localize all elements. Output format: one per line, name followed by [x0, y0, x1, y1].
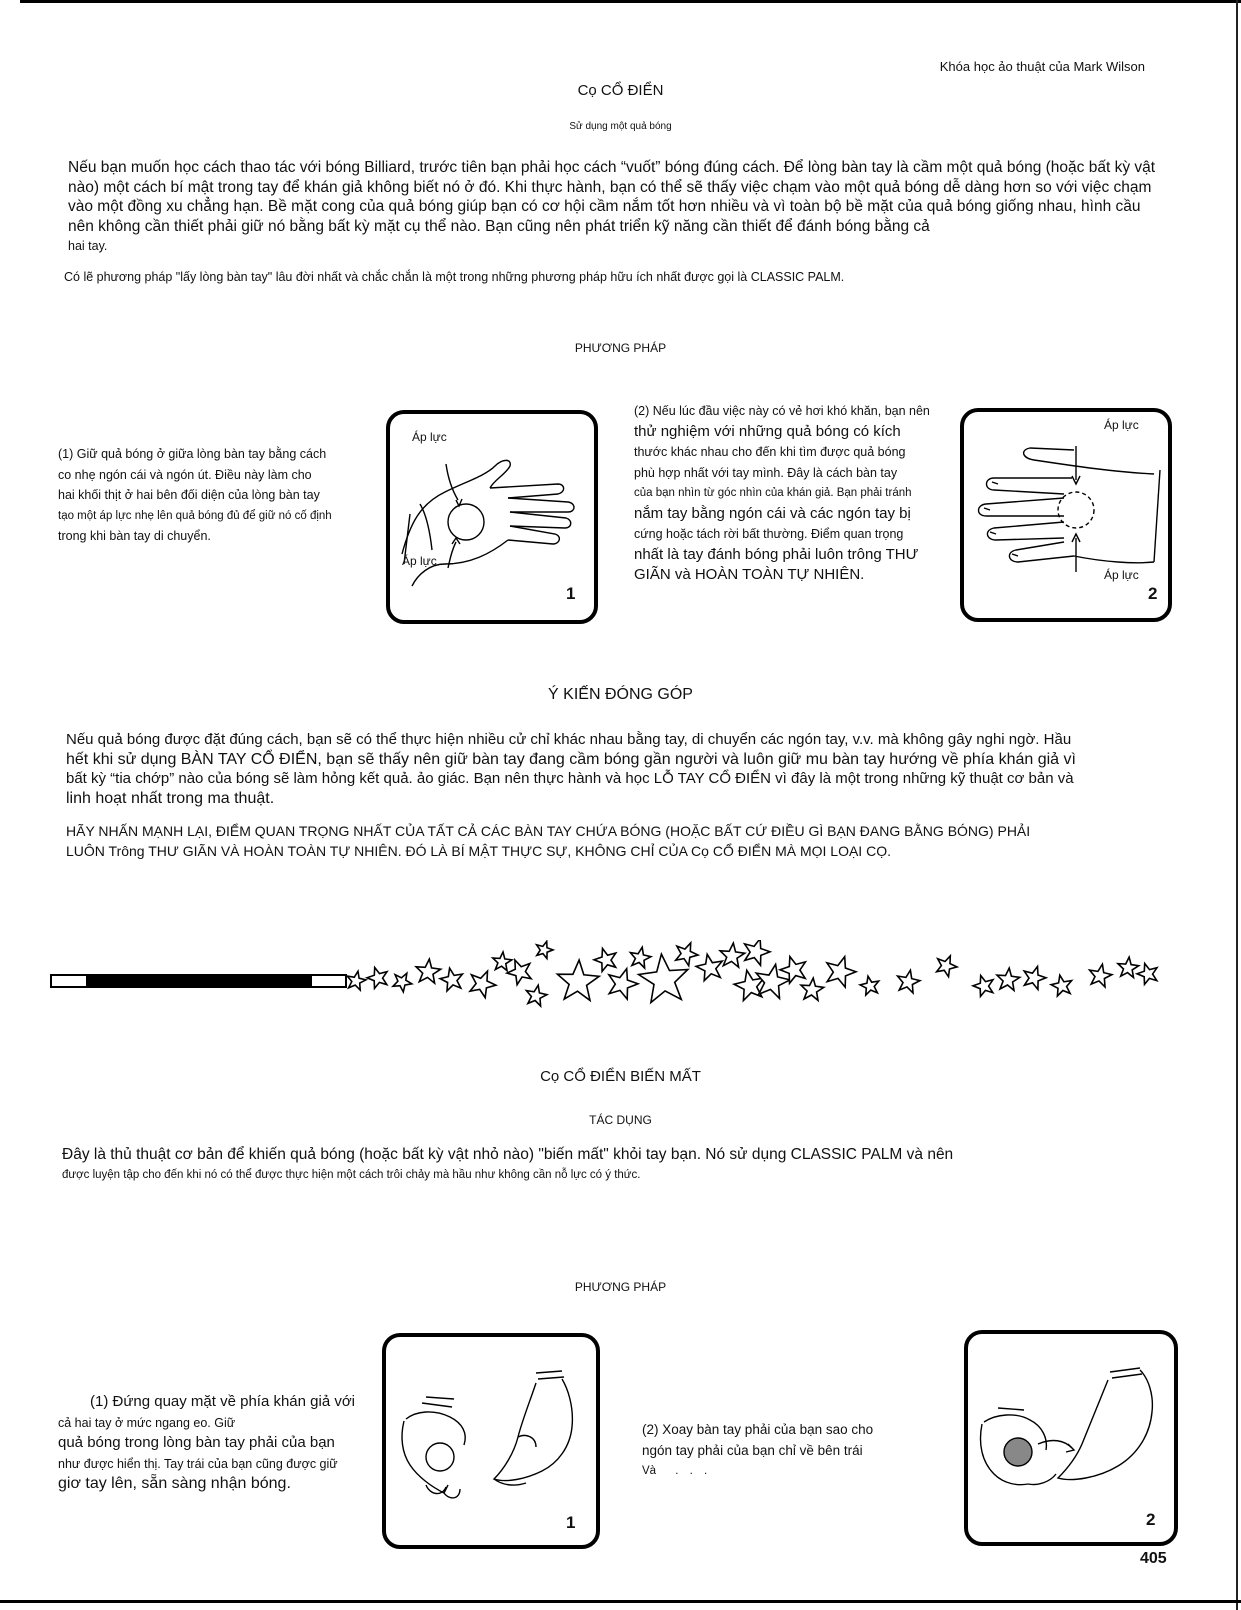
- step2-line: của bạn nhìn từ góc nhìn của khán giả. Bạn phải tránh: [634, 487, 912, 499]
- opinion-line: bất kỳ “tia chớp” nào của bóng sẽ làm hỏng kết quả. ảo giác. Bạn nên thực hành và học LỖ TAY CỔ ĐIỂN vì đây là một trong những kỹ thuật cơ bản và: [66, 770, 1074, 787]
- vanish-step1-line: (1) Đứng quay mặt về phía khán giả với: [90, 1393, 356, 1410]
- pressure-label-bottom: Áp lực: [1104, 568, 1139, 582]
- star-shape: [609, 969, 638, 999]
- emphasis-paragraph: [66, 822, 1166, 861]
- vanish-step1-text: [58, 1392, 378, 1495]
- section-subtitle: Sử dụng một quả bóng: [569, 121, 672, 132]
- star-shape: [898, 970, 920, 993]
- step2-line: phù hợp nhất với tay mình. Đây là cách bàn tay: [634, 465, 898, 480]
- figure-1-classic-palm: [386, 410, 598, 624]
- star-shape: [537, 941, 553, 958]
- star-shape: [801, 978, 824, 1000]
- palm-hand-illustration: [390, 414, 594, 620]
- step2-line: (2) Nếu lúc đầu việc này có vẻ hơi khó khăn, bạn nên: [634, 404, 930, 418]
- star-shape: [745, 940, 770, 965]
- star-shape: [827, 957, 856, 987]
- star-shape: [594, 949, 616, 972]
- emphasis-line: LUÔN Trông THƯ GIÃN VÀ HOÀN TOÀN TỰ NHIÊN. ĐÓ LÀ BÍ MẬT THỰC SỰ, KHÔNG CHỈ CỦA Cọ CỔ ĐIỂN MÀ MỌI LOẠI CỌ.: [66, 842, 891, 859]
- star-shape: [997, 968, 1020, 990]
- step2-line: nắm tay bằng ngón cái và các ngón tay bị: [634, 504, 911, 522]
- effect-line: được luyện tập cho đến khi nó có thể được thực hiện một cách trôi chảy mà hầu như không cần nỗ lực có ý thức.: [62, 1169, 641, 1181]
- section-title-classic-palm: Cọ CỔ ĐIỂN: [577, 82, 664, 99]
- back-hand-illustration: [964, 412, 1168, 618]
- opinion-paragraph: [66, 730, 1166, 808]
- figure-vanish-1: [382, 1333, 600, 1549]
- method-heading-1: PHƯƠNG PHÁP: [574, 341, 667, 355]
- intro-paragraph: [68, 158, 1163, 257]
- star-shape: [639, 954, 688, 1002]
- star-shape: [1024, 967, 1046, 990]
- section-title-opinion: Ý KIẾN ĐÓNG GÓP: [548, 686, 693, 703]
- star-shape: [696, 954, 722, 980]
- step2-line: thước khác nhau cho đến khi tìm được quả bóng: [634, 445, 906, 459]
- vanish-step1-line: cả hai tay ở mức ngang eo. Giữ: [58, 1415, 236, 1430]
- star-shape: [440, 968, 462, 991]
- star-shape: [526, 985, 547, 1006]
- intro-tail: hai tay.: [68, 239, 108, 253]
- opinion-line: hết khi sử dụng BÀN TAY CỔ ĐIỂN, bạn sẽ thấy nên giữ bàn tay đang cầm bóng gần người và luôn giữ mu bàn tay hướng về phía khán giả vì: [66, 750, 1076, 768]
- and-word: Và: [642, 1465, 657, 1477]
- star-shape: [937, 956, 957, 977]
- star-shape: [1137, 964, 1157, 985]
- intro-text: Nếu bạn muốn học cách thao tác với bóng Billiard, trước tiên bạn phải học cách “vuốt” bóng đúng cách. Để lòng bàn tay là cầm một quả bóng (hoặc bất kỳ vật nào) một cách bí mật trong tay để khán giả không biết nó ở đó. Khi thực hành, bạn có thể sẽ thấy việc chạm vào một quả bóng dễ dàng hơn so với việc chạm vào một đồng xu chẳng hạn. Bề mặt cong của quả bóng giúp bạn có cơ hội cầm nắm tốt hơn nhiều và vì toàn bộ bề mặt của quả bóng giống nhau, hình cầu nên không cần thiết phải giữ nó bằng bất kỳ mặt cụ thể nào. Bạn cũng nên phát triển kỹ năng cần thiết để đánh bóng bằng cả: [68, 159, 1156, 235]
- step1-line: trong khi bàn tay di chuyển.: [58, 529, 211, 543]
- effect-heading: TÁC DỤNG: [589, 1113, 652, 1127]
- step1-line: hai khối thịt ở hai bên đối diện của lòng bàn tay: [58, 488, 320, 502]
- opinion-line: Nếu quả bóng được đặt đúng cách, bạn sẽ có thể thực hiện nhiều cử chỉ khác nhau bằng tay, di chuyển các ngón tay, v.v. mà không gây nghi ngờ. Hầu: [66, 731, 1072, 748]
- wand-body: [86, 976, 312, 986]
- step1-text: [58, 444, 378, 547]
- wand-stars-divider: [50, 940, 1170, 1030]
- intro-paragraph-2: Có lẽ phương pháp "lấy lòng bàn tay" lâu đời nhất và chắc chắn là một trong những phương pháp hữu ích nhất được gọi là CLASSIC PALM.: [64, 270, 845, 284]
- pressure-label-bottom: Áp lực: [402, 554, 437, 568]
- step2-text: [634, 401, 950, 586]
- vanish-step2-text: [642, 1420, 942, 1482]
- method-heading-2: PHƯƠNG PHÁP: [574, 1280, 667, 1294]
- step1-line: (1) Giữ quả bóng ở giữa lòng bàn tay bằng cách: [58, 447, 327, 461]
- stars-illustration: [50, 940, 1170, 1030]
- figure-vanish-2: [964, 1330, 1178, 1546]
- figure-number: 2: [1148, 584, 1158, 603]
- vanish-step2-line: [642, 1461, 942, 1482]
- star-shape: [416, 959, 441, 983]
- step2-line: thử nghiệm với những quả bóng có kích: [634, 422, 901, 440]
- step1-line: tạo một áp lực nhẹ lên quả bóng đủ để giữ nó cố định: [58, 509, 332, 522]
- step2-line: cứng hoặc tách rời bất thường. Điểm quan trọng: [634, 527, 904, 541]
- star-shape: [493, 952, 512, 971]
- step1-line: co nhẹ ngón cái và ngón út. Điều này làm cho: [58, 467, 312, 482]
- figure-number: 1: [566, 584, 576, 603]
- pressure-label-top: Áp lực: [1104, 418, 1139, 432]
- bottom-rule: [0, 1600, 1241, 1603]
- vanish-step2-line: ngón tay phải của bạn chỉ về bên trái: [642, 1442, 863, 1458]
- figure-number: 2: [1146, 1510, 1156, 1529]
- right-rule: [1236, 0, 1238, 1610]
- vanish-step1-line: giơ tay lên, sẵn sàng nhận bóng.: [58, 1475, 291, 1492]
- opinion-line: linh hoạt nhất trong ma thuật.: [66, 789, 275, 807]
- step2-line: GIÃN và HOÀN TOÀN TỰ NHIÊN.: [634, 566, 865, 583]
- star-shape: [393, 973, 412, 992]
- star-shape: [860, 976, 879, 995]
- star-shape: [470, 971, 496, 998]
- star-shape: [630, 947, 651, 968]
- star-shape: [1051, 975, 1072, 996]
- star-shape: [347, 971, 366, 990]
- star-shape: [1090, 964, 1112, 987]
- star-shape: [507, 960, 531, 985]
- two-hands-illustration: [386, 1337, 596, 1545]
- effect-line: Đây là thủ thuật cơ bản để khiến quả bóng (hoặc bất kỳ vật nhỏ nào) "biến mất" khỏi tay bạn. Nó sử dụng CLASSIC PALM và nên: [62, 1146, 954, 1163]
- star-shape: [973, 976, 993, 997]
- emphasis-line: HÃY NHẤN MẠNH LẠI, ĐIỂM QUAN TRỌNG NHẤT CỦA TẤT CẢ CÁC BÀN TAY CHỨA BÓNG (HOẶC BẤT CỨ ĐIỀU GÌ BẠN ĐANG BẰNG BÓNG) PHẢI: [66, 823, 1031, 839]
- top-rule: [20, 0, 1241, 3]
- star-shape: [367, 968, 387, 989]
- star-shape: [557, 960, 599, 1000]
- figure-2-back-of-hand: [960, 408, 1172, 622]
- step2-line: nhất là tay đánh bóng phải luôn trông THƯ: [634, 545, 919, 563]
- section-title-vanish: Cọ CỔ ĐIỂN BIẾN MẤT: [540, 1068, 701, 1085]
- page-number: 405: [1140, 1550, 1167, 1567]
- running-header: Khóa học ảo thuật của Mark Wilson: [939, 59, 1145, 74]
- figure-number: 1: [566, 1513, 576, 1532]
- vanish-step1-line: như được hiển thị. Tay trái của bạn cũng được giữ: [58, 1456, 338, 1471]
- star-shape: [720, 943, 745, 967]
- vanish-step1-line: quả bóng trong lòng bàn tay phải của bạn: [58, 1434, 335, 1451]
- star-shape: [1118, 957, 1139, 977]
- vanish-step2-line: (2) Xoay bàn tay phải của bạn sao cho: [642, 1422, 874, 1437]
- effect-paragraph: [62, 1145, 1062, 1185]
- pressure-label-top: Áp lực: [412, 430, 447, 444]
- star-shape: [676, 943, 698, 966]
- ellipsis: . . .: [675, 1465, 712, 1477]
- ball-transfer-illustration: [968, 1334, 1174, 1542]
